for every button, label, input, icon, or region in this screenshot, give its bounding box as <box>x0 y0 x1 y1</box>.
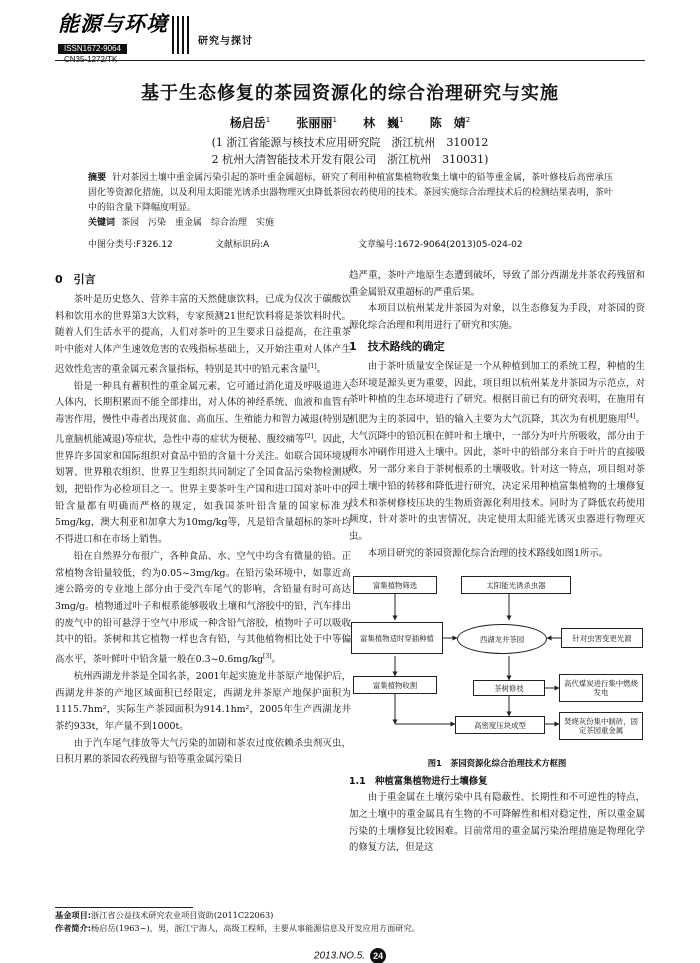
abstract-text: 针对茶园土壤中重金属污染引起的茶叶重金属超标，研究了利用种植富集植物收集土壤中的铅等重金属，茶叶修枝后高密承压固化等资源化措施，以及利用太阳能光诱杀虫器物理灭虫降低茶园农药使用的技术。茶园实施综合治理技术后的检测结果表明，茶叶中的铅含量下降幅度明显。 <box>88 173 613 213</box>
box-attract-light: 针对虫害变更光源 <box>561 628 643 648</box>
footnote-rule <box>55 907 193 908</box>
document-code: 文献标识码:A <box>215 240 270 250</box>
clc-number: 中图分类号:F326.12 <box>88 240 173 250</box>
paragraph: 本项目研究的茶园资源化综合治理的技术路线如图1所示。 <box>367 547 609 559</box>
paper-title: 基于生态修复的茶园资源化的综合治理研究与实施 <box>141 83 559 104</box>
paragraph: 杭州西湖龙井茶是全国名茶，2001年起实施龙井茶原产地保护后，西湖龙井茶的产地区域面积已经限定，西湖龙井茶原产地保护面积为1115.7hm²，实际生产茶园面积为914.1hm²，2005年生产西湖龙井茶约933t，年产量不到1000t。 <box>55 670 351 732</box>
footnote-fund: 基金项目:浙江省公益技术研究农业项目资助(2011C22063) <box>55 910 274 920</box>
section-heading-route: 1 技术路线的确定 <box>349 339 445 353</box>
author: 陈 婧$^2$ <box>429 116 471 130</box>
box-enrich-plant: 富集植物适时穿插种植 <box>351 622 443 654</box>
author-list <box>0 114 700 131</box>
box-prune: 茶树修枝 <box>473 680 545 696</box>
paragraph: 由于茶叶质量安全保证是一个从种植到加工的系统工程，种植的生态环境是源头更为重要，因此，项目组以杭州某龙井茶园为示范点，对茶叶种植的生态环境进行了研究。根据目前已有的研究表明，在施用有机肥为主的茶园中，铅的输入主要为大气沉降，其次为有机肥施用[4]。大气沉降中的铅沉积在鲜叶和土壤中，一部分为叶片所吸收，部分由于雨水冲刷作用进入土壤中。因此，茶叶中的铅部分来自于叶片的直接吸收，另一部分来自于茶树根系的土壤吸收。针对这一特点，项目组对茶园土壤中铅的转移和降低进行研究，决定采用种植富集植物的土壤修复技术和茶树修枝压块的生物质资源化利用技术。同时为了降低农药使用频度，针对茶叶的虫害情况，决定使用太阳能光诱灭虫器进行物理灭虫。 <box>349 360 645 542</box>
left-column <box>55 268 351 769</box>
paragraph: 由于重金属在土壤污染中具有隐蔽性、长期性和不可逆性的特点，加之土壤中的重金属具有生物的不可降解性和相对稳定性，所以重金属污染的土壤修复比较困难。目前常用的重金属污染治理措施是物理化学的修复方法，但是这 <box>349 792 645 854</box>
footnote-author: 作者简介:杨启岳(1963~)，男，浙江宁海人，高级工程师，主要从事能源信息及开发应用方面研究。 <box>55 923 420 933</box>
paragraph: 趋严重，茶叶产地原生态遭到破坏，导致了部分西湖龙井茶农药残留和重金属铅双重超标的严重后果。 <box>349 270 645 298</box>
abstract <box>88 171 613 231</box>
box-harvest: 富集植物收割 <box>353 676 437 694</box>
box-center-tea-garden: 西湖龙井茶园 <box>457 624 547 654</box>
journal-name: 能源与环境 <box>58 11 168 36</box>
box-press: 高密度压块成型 <box>455 716 545 734</box>
page-number: 24 <box>370 948 386 963</box>
paragraph: 本项目以杭州某龙井茶园为对象，以生态修复为手段，对茶园的资源化综合治理和利用进行了研究和实施。 <box>349 303 645 332</box>
journal-issn: ISSN1672-9064 <box>58 44 127 54</box>
subsection-heading: 1.1 种植富集植物进行土壤修复 <box>349 776 488 788</box>
box-gasify: 高代煤炭进行集中燃烧发电 <box>559 674 643 702</box>
section-heading-intro: 0 引言 <box>55 273 96 286</box>
article-number: 文章编号:1672-9064(2013)05-024-02 <box>358 240 523 250</box>
figure-caption: 图1 茶园资源化综合治理技术方框图 <box>427 758 567 769</box>
abstract-label: 摘要 <box>88 173 107 183</box>
paragraph: 茶叶是历史悠久、营养丰富的天然健康饮料，已成为仅次于碳酸饮料和饮用水的世界第3大饮料，专家预测21世纪饮料将是茶饮料时代。随着人们生活水平的提高，人们对茶叶的卫生要求日益提高，在注重茶叶中能对人体产生速效危害的农残指标基础上，又开始注重对人体产生迟效性危害的重金属元素含量指标，特别是其中的铅元素含量[1]。 <box>55 294 351 375</box>
affiliation-2: 2 杭州大清智能技术开发有限公司 浙江杭州 310031) <box>211 153 489 166</box>
box-solar-trap: 太阳能光诱杀虫器 <box>461 576 571 594</box>
paragraph: 由于汽车尾气排放等大气污染的加剧和茶农过度依赖杀虫剂灭虫，日积月累的茶园农药残留与铅等重金属污染日 <box>55 737 351 766</box>
header-rule <box>55 60 645 61</box>
author: 张丽丽$^1$ <box>296 116 337 130</box>
issue-label: 2013.NO.5. <box>313 950 366 962</box>
page-footer <box>0 948 700 963</box>
affiliation-1: (1 浙江省能源与核技术应用研究院 浙江杭州 310012 <box>211 136 489 149</box>
flow-diagram <box>349 566 645 751</box>
column-name: 研究与探讨 <box>198 36 253 47</box>
author: 林 巍$^1$ <box>363 116 404 130</box>
author: 杨启岳$^1$ <box>229 116 271 130</box>
header-bars <box>172 16 192 54</box>
paragraph: 铅是一种具有蓄积性的重金属元素，它可通过消化道及呼吸道进入人体内，长期积累而不能全部排出，对人体的神经系统、血液和血管有毒害作用，慢性中毒者出现贫血、高血压、生殖能力和智力减退(特别是儿童脑机能减退)等症状，急性中毒的症状为便秘、腹绞痛等[2]。因此，世界许多国家和国际组织对食品中铅的含量十分关注。如联合国环境规划署、世界粮农组织、世界卫生组织共同制定了全国食品污染物检测规划，把铅作为必检项目之一。世界主要茶叶生产国和进口国对茶叶中的铅含量都有明确而严格的规定，如我国茶叶铅含量的国家标准为5mg/kg，澳大利亚和加拿大为10mg/kg等，凡是铅含量超标的茶叶均不得进口和在市场上销售。 <box>55 380 351 546</box>
journal-logo <box>58 12 168 58</box>
box-enrich-select: 富集植物筛选 <box>353 576 437 594</box>
paragraph: 铅在自然界分布很广，各种食品、水、空气中均含有微量的铅。正常植物含铅量较低，约为0.05~3mg/kg。在铅污染环境中，如靠近高速公路旁的专业地上部分由于受汽车尾气的影响，含铅量有时可高达3mg/g。植物通过叶子和根系能够吸收土壤和气溶胶中的铅，汽车排出的废气中的铅可悬浮于空气中形成一种含铅气溶胶，植物叶子可以吸收其中的铅。茶树和其它植物一样也含有铅，与其他植物相比处于中等偏高水平，茶叶鲜叶中铅含量一般在0.3~0.6mg/kg[3]。 <box>55 550 351 666</box>
keywords-text: 茶园 污染 重金属 综合治理 实施 <box>121 218 275 228</box>
right-column <box>349 268 645 857</box>
box-carbonize: 焚烧灰份集中制砖，固定茶园重金属 <box>559 712 643 740</box>
keywords-label: 关键词 <box>88 218 116 228</box>
